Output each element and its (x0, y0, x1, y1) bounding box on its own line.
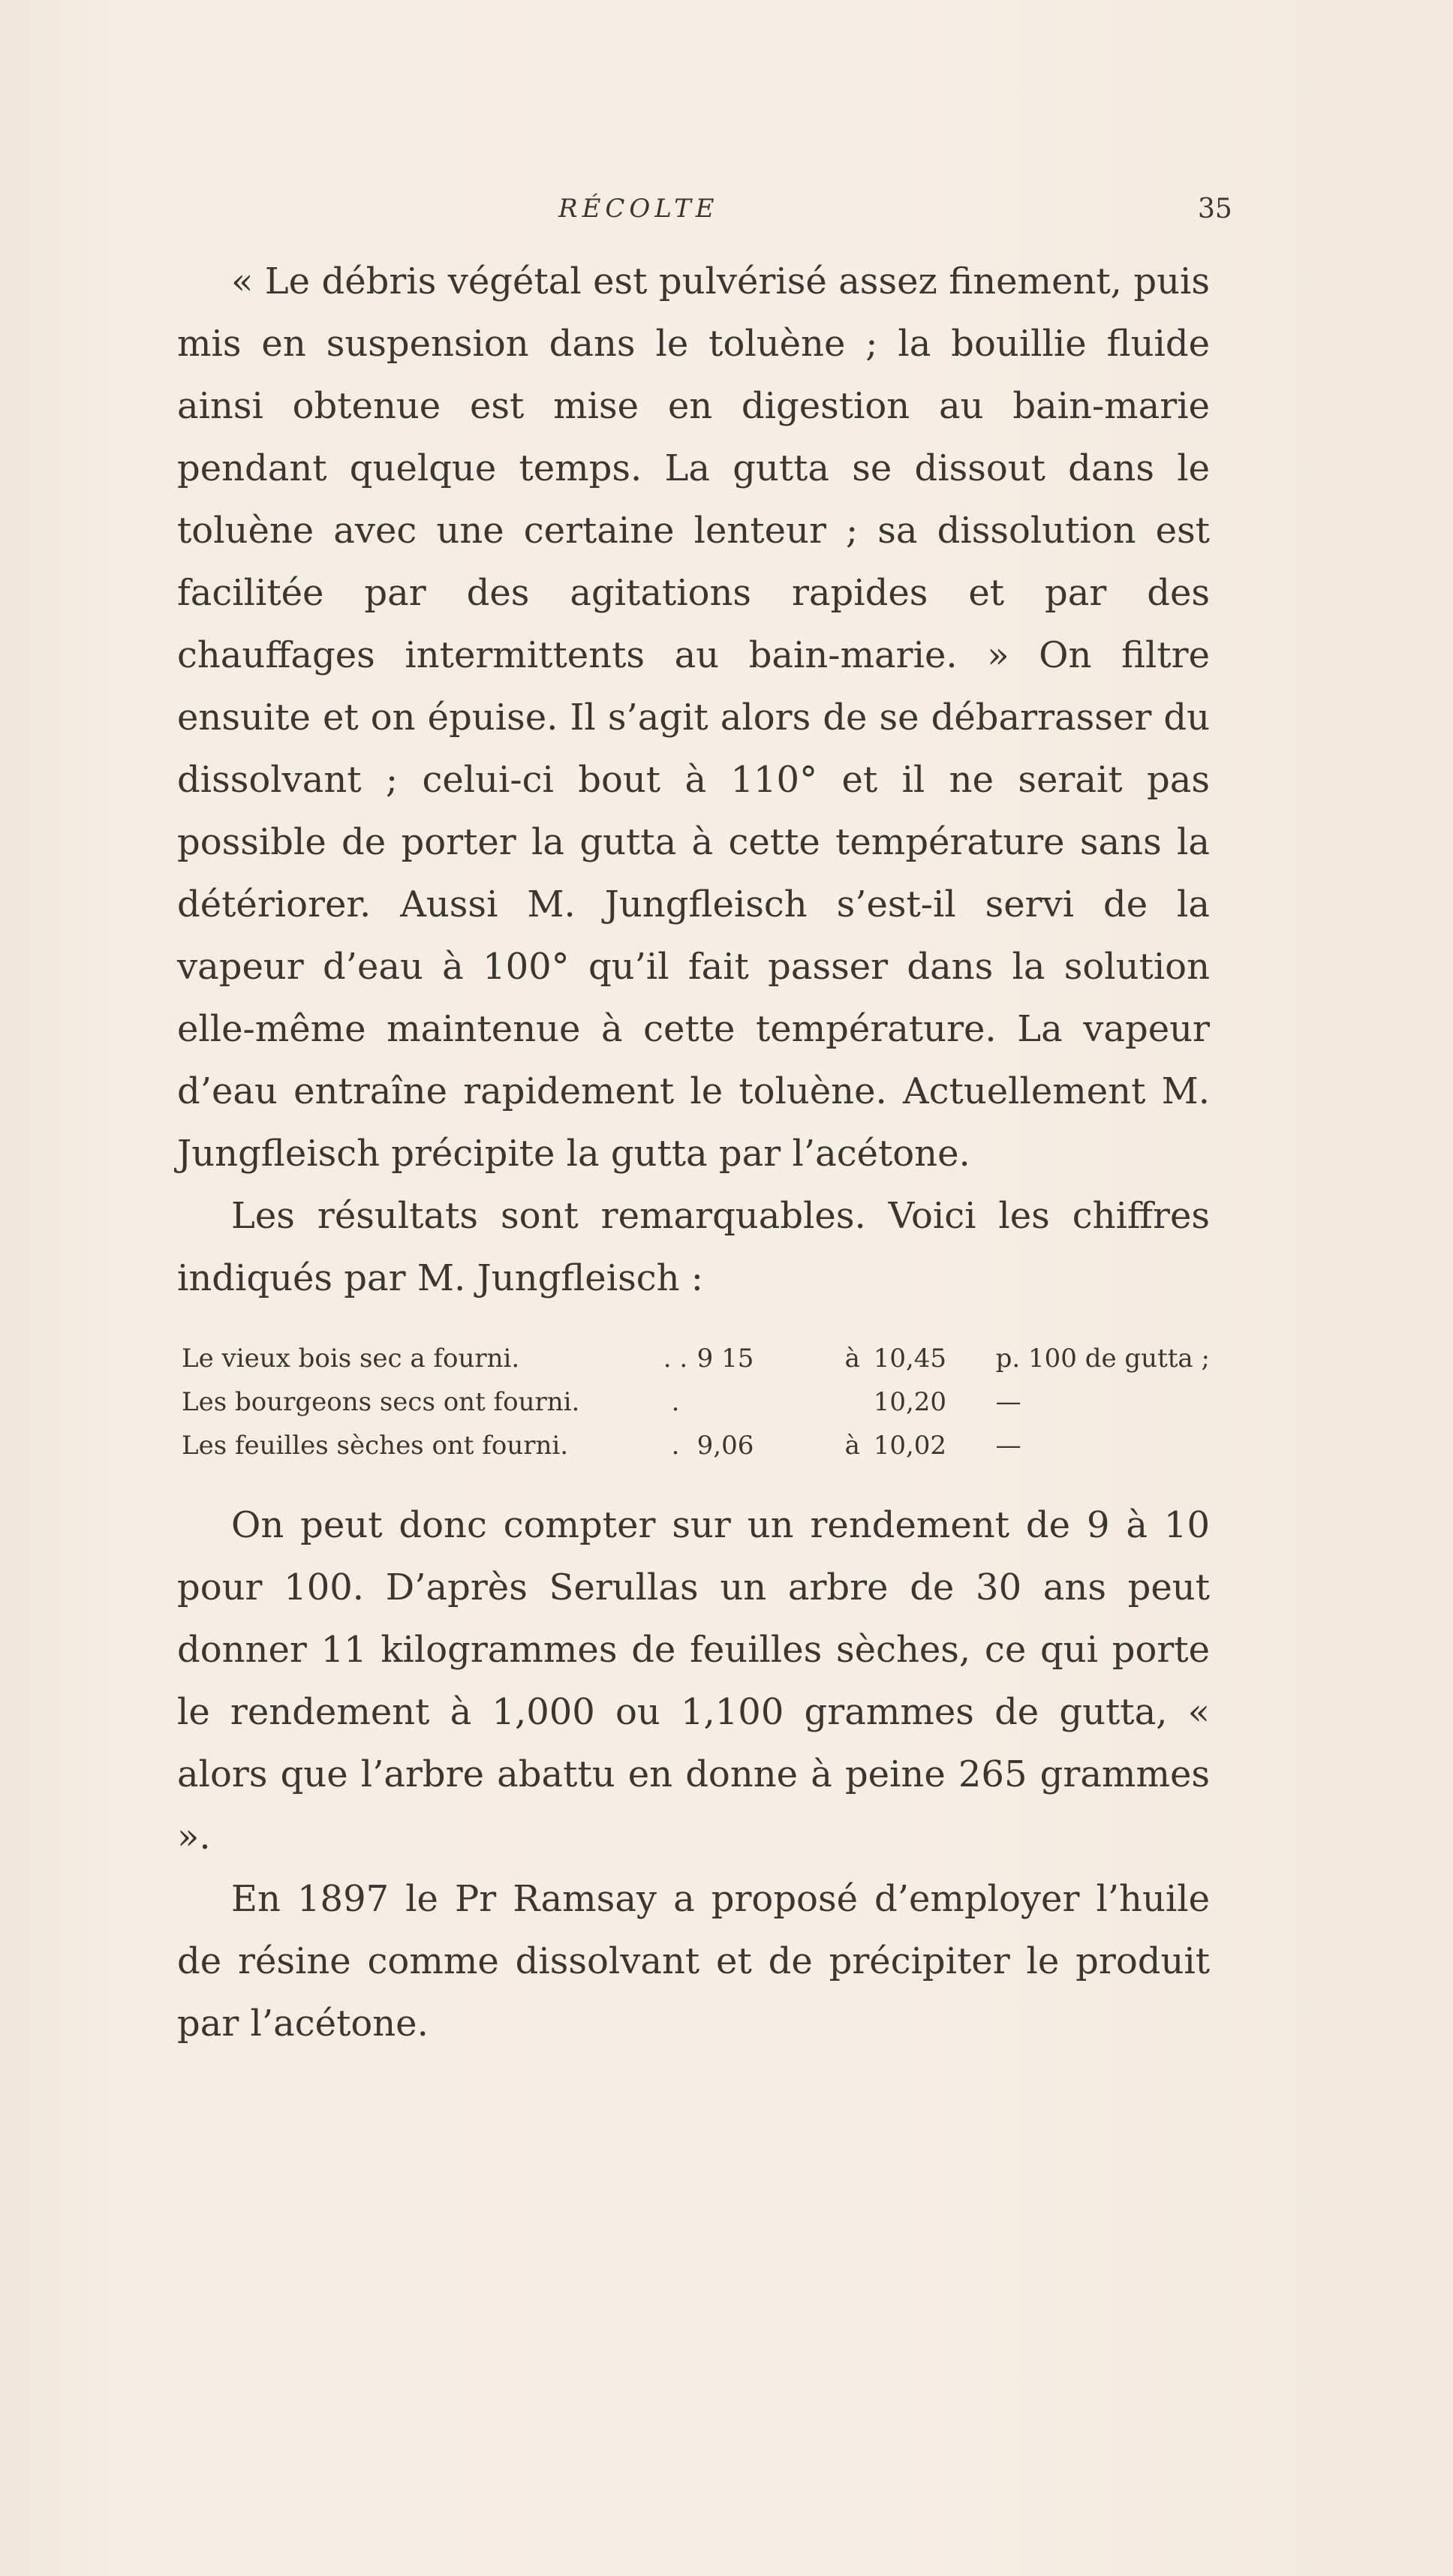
row-a (845, 1380, 874, 1424)
paragraph-ramsay: En 1897 le Pr Ramsay a proposé d’employer l’huile de résine comme dissolvant et de précipiter le produit par l’acétone. (177, 1878, 1210, 2045)
row-value: 9 15 (696, 1344, 754, 1374)
spacer (177, 1310, 1210, 1337)
paragraph-yield: On peut donc compter sur un rendement de 9 à 10 pour 100. D’après Serullas un arbre de 30 ans peut donner 11 kilogrammes de feuilles sèches, ce qui porte le rendement à 1,000 ou 1,100 grammes de gutta, « alors que l’arbre abattu en donne à peine 265 grammes ». (177, 1504, 1210, 1858)
row-label: Les bourgeons secs ont fourni. (182, 1387, 580, 1417)
row-dots: . (671, 1431, 680, 1461)
table-row (182, 1337, 1210, 1380)
row-label: Les feuilles sèches ont fourni. (182, 1431, 569, 1461)
row-a: à (844, 1344, 860, 1374)
row-value2: 10,02 (873, 1431, 947, 1461)
page-number: 35 (1198, 194, 1232, 224)
spacer (177, 1467, 1210, 1494)
row-dots: . (671, 1387, 680, 1417)
table-row (182, 1424, 1210, 1467)
row-dots: . . (663, 1344, 688, 1374)
row-unit: p. 100 de gutta ; (995, 1344, 1210, 1374)
page-header (0, 194, 1453, 239)
row-a: à (844, 1431, 860, 1461)
paragraph-results-intro: Les résultats sont remarquables. Voici les chiffres indiqués par M. Jungfleisch : (177, 1195, 1210, 1299)
row-value2: 10,45 (873, 1344, 947, 1374)
body-text (177, 251, 1210, 2055)
row-label: Le vieux bois sec a fourni. (182, 1344, 520, 1374)
running-title: RÉCOLTE (558, 194, 719, 224)
row-value: 9,06 (696, 1431, 754, 1461)
paragraph-quote: « Le débris végétal est pulvérisé assez finement, puis mis en suspension dans le toluène ; la bouillie fluide ainsi obtenue est mise en digestion au bain-marie pendant quelque temps. La gutta se dissout dans le toluène avec une certaine lenteur ; sa dissolution est facilitée par des agitations rapides et par des chauffages intermittents au bain-marie. » On filtre ensuite et on épuise. Il s’agit alors de se débarrasser du dissolvant ; celui-ci bout à 110° et il ne serait pas possible de porter la gutta à cette température sans la détériorer. Aussi M. Jungfleisch s’est-il servi de la vapeur d’eau à 100° qu’il fait passer dans la solution elle-même maintenue à cette température. La vapeur d’eau entraîne rapidement le toluène. Actuellement M. Jungfleisch précipite la gutta par l’acétone. (177, 260, 1210, 1175)
row-value2: 10,20 (873, 1387, 947, 1417)
table-row (182, 1380, 1210, 1424)
results-table (182, 1337, 1210, 1467)
row-unit: — (995, 1431, 1021, 1461)
row-unit: — (995, 1387, 1021, 1417)
row-value (697, 1380, 845, 1424)
